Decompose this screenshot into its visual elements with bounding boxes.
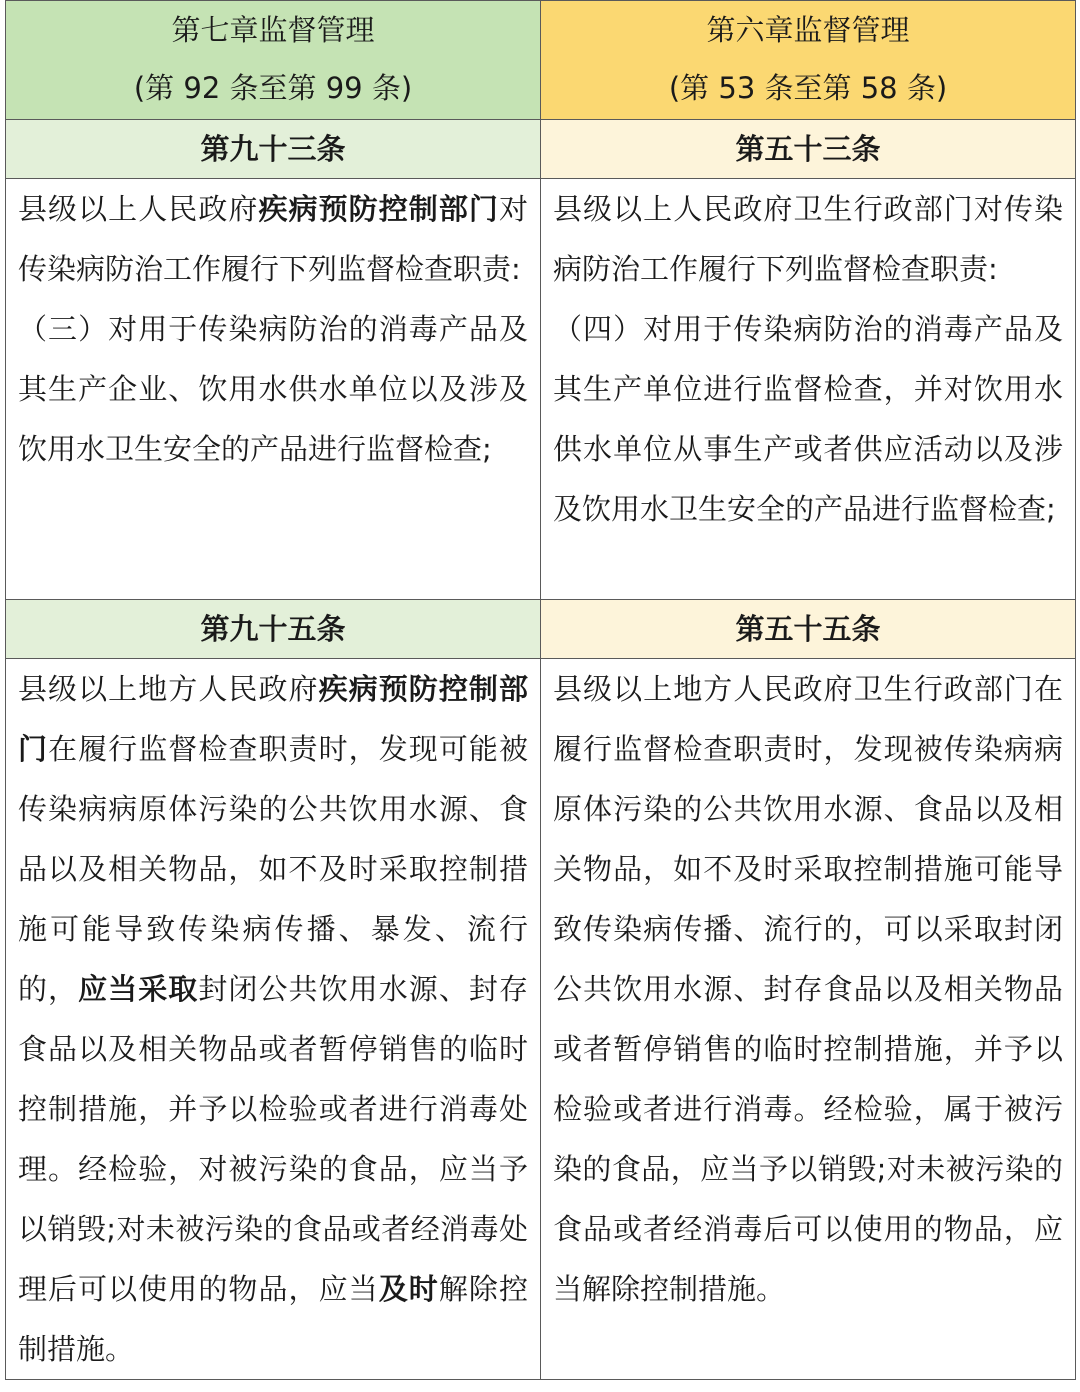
left-article-93-body [6,179,541,600]
article-header-row [6,120,1076,179]
text-segment: （四）对用于传染病防治的消毒产品及其生产单位进行监督检查，并对饮用水供水单位从事生产或者供应活动以及涉及饮用水卫生安全的产品进行监督检查; [553,312,1063,526]
text-segment: 封闭公共饮用水源、封存食品以及相关物品或者暂停销售的临时控制措施，并予以检验或者进行消毒处理。经检验，对被污染的食品，应当予以销毁;对未被污染的食品或者经消毒处理后可以使用的物品，应当 [18,972,528,1306]
left-chapter-range: (第 92 条至第 99 条) [133,71,413,105]
right-article-55-title: 第五十五条 [735,612,881,646]
left-article-95-title: 第九十五条 [200,612,346,646]
text-segment: 对传染病防治工作履行下列监督检查职责: [18,192,528,286]
right-article-53-title: 第五十三条 [735,132,881,166]
text-segment-bold: 疾病预防控制部门 [18,672,528,766]
right-article-53-header [541,120,1076,179]
right-chapter-range: (第 53 条至第 58 条) [668,71,948,105]
text-segment: 县级以上人民政府 [18,192,259,226]
left-chapter-header [6,1,541,120]
text-segment: （三）对用于传染病防治的消毒产品及其生产企业、饮用水供水单位以及涉及饮用水卫生安全的产品进行监督检查; [18,312,528,466]
chapter-row [6,1,1076,120]
text-segment-bold: 及时 [378,1272,439,1306]
article-header-row [6,600,1076,659]
right-article-55-body [541,659,1076,1380]
left-article-93-title: 第九十三条 [200,132,346,166]
left-article-93-header [6,120,541,179]
article-body-row [6,179,1076,600]
text-segment: 县级以上地方人民政府 [18,672,319,706]
right-chapter-title: 第六章监督管理 [706,13,910,47]
left-article-95-body [6,659,541,1380]
right-article-55-header [541,600,1076,659]
right-article-53-body [541,179,1076,600]
text-segment-bold: 疾病预防控制部门 [258,192,499,226]
text-segment: 在履行监督检查职责时，发现可能被传染病病原体污染的公共饮用水源、食品以及相关物品，如不及时采取控制措施可能导致传染病传播、暴发、流行的， [18,732,528,1006]
text-segment: 县级以上人民政府卫生行政部门对传染病防治工作履行下列监督检查职责: [553,192,1063,286]
comparison-table [5,0,1076,1380]
text-segment: 县级以上地方人民政府卫生行政部门在履行监督检查职责时，发现被传染病病原体污染的公共饮用水源、食品以及相关物品，如不及时采取控制措施可能导致传染病传播、流行的，可以采取封闭公共饮用水源、封存食品以及相关物品或者暂停销售的临时控制措施，并予以检验或者进行消毒。经检验，属于被污染的食品，应当予以销毁;对未被污染的食品或者经消毒后可以使用的物品，应当解除控制措施。 [553,672,1063,1306]
text-segment-bold: 应当采取 [78,972,199,1006]
left-chapter-title: 第七章监督管理 [171,13,375,47]
right-chapter-header [541,1,1076,120]
left-article-95-header [6,600,541,659]
text-segment: 解除控制措施。 [18,1272,528,1366]
article-body-row [6,659,1076,1380]
